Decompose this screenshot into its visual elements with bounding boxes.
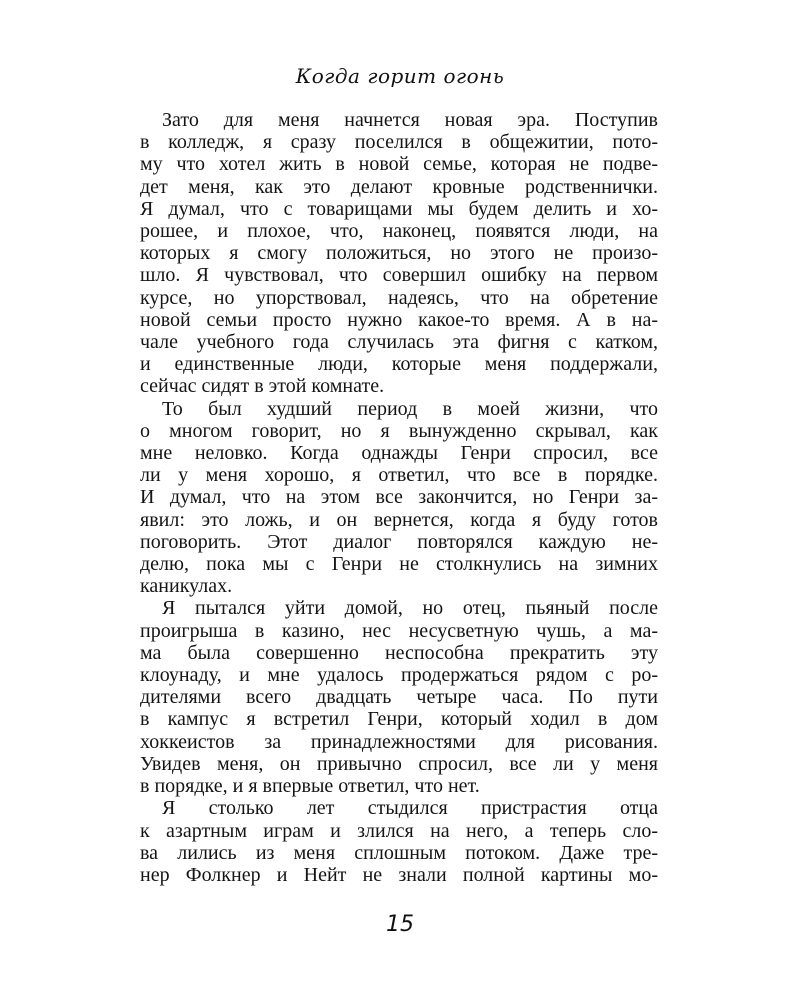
text-line: и единственные люди, которые меня поддержали, [140, 353, 658, 376]
text-line: чале учебного года случилась эта фигня с катком, [140, 331, 658, 354]
text-line: нер Фолкнер и Нейт не знали полной картины мо- [140, 863, 658, 886]
text-line: к азартным играм и злился на него, а теперь сло- [140, 819, 658, 842]
text-line: ли у меня хорошо, я ответил, что все в порядке. [140, 464, 658, 487]
text-line: Я пытался уйти домой, но отец, пьяный после [162, 597, 658, 620]
text-line: То был худший период в моей жизни, что [162, 397, 658, 420]
text-line: Зато для меня начнется новая эра. Поступив [162, 109, 658, 131]
page-number: 15 [386, 912, 414, 937]
text-line: Я столько лет стыдился пристрастия отца [162, 797, 658, 820]
text-line: каникулах. [140, 575, 233, 598]
text-line: которых я смогу положиться, но этого не произо- [140, 242, 658, 265]
text-line: в кампус я встретил Генри, который ходил в дом [140, 708, 658, 731]
text-line: рошее, и плохое, что, наконец, появятся люди, на [140, 220, 658, 243]
paragraph-2 [140, 398, 658, 598]
text-line: му что хотел жить в новой семье, которая не подве- [140, 153, 658, 176]
text-line: о многом говорит, но я вынужденно скрывал, как [140, 419, 658, 442]
text-line: в порядке, и я впервые ответил, что нет. [140, 775, 480, 798]
text-line: И думал, что на этом все закончится, но Генри за- [140, 486, 658, 509]
text-line: проигрыша в казино, нес несусветную чушь, а ма- [140, 619, 658, 642]
text-line: шло. Я чувствовал, что совершил ошибку на первом [140, 264, 658, 287]
text-line: ма была совершенно неспособна прекратить эту [140, 641, 658, 664]
text-line: сейчас сидят в этой комнате. [140, 375, 385, 398]
text-line: в колледж, я сразу поселился в общежитии, пото- [140, 131, 658, 154]
paragraph-1 [140, 109, 658, 398]
body-text [140, 109, 658, 886]
text-line: делю, пока мы с Генри не столкнулись на зимних [140, 553, 658, 576]
text-line: ва лились из меня сплошным потоком. Даже тре- [140, 841, 658, 864]
text-line: новой семьи просто нужно какое-то время. А в на- [140, 308, 658, 331]
text-line: дителями всего двадцать четыре часа. По пути [140, 686, 658, 709]
text-line: поговорить. Этот диалог повторялся каждую не- [140, 530, 658, 553]
running-header: Когда горит огонь [295, 64, 505, 88]
text-line: Увидев меня, он привычно спросил, все ли у меня [140, 752, 658, 775]
paragraph-4 [140, 797, 658, 886]
paragraph-3 [140, 597, 658, 797]
text-line: хоккеистов за принадлежностями для рисования. [140, 730, 658, 753]
text-line: дет меня, как это делают кровные родственнички. [140, 175, 658, 198]
text-line: курсе, но упорствовал, надеясь, что на обретение [140, 286, 658, 309]
text-line: Я думал, что с товарищами мы будем делить и хо- [140, 197, 658, 220]
text-line: клоунаду, и мне удалось продержаться рядом с ро- [140, 664, 658, 687]
text-line: мне неловко. Когда однажды Генри спросил, все [140, 442, 658, 465]
text-line: явил: это ложь, и он вернется, когда я буду готов [140, 508, 658, 531]
